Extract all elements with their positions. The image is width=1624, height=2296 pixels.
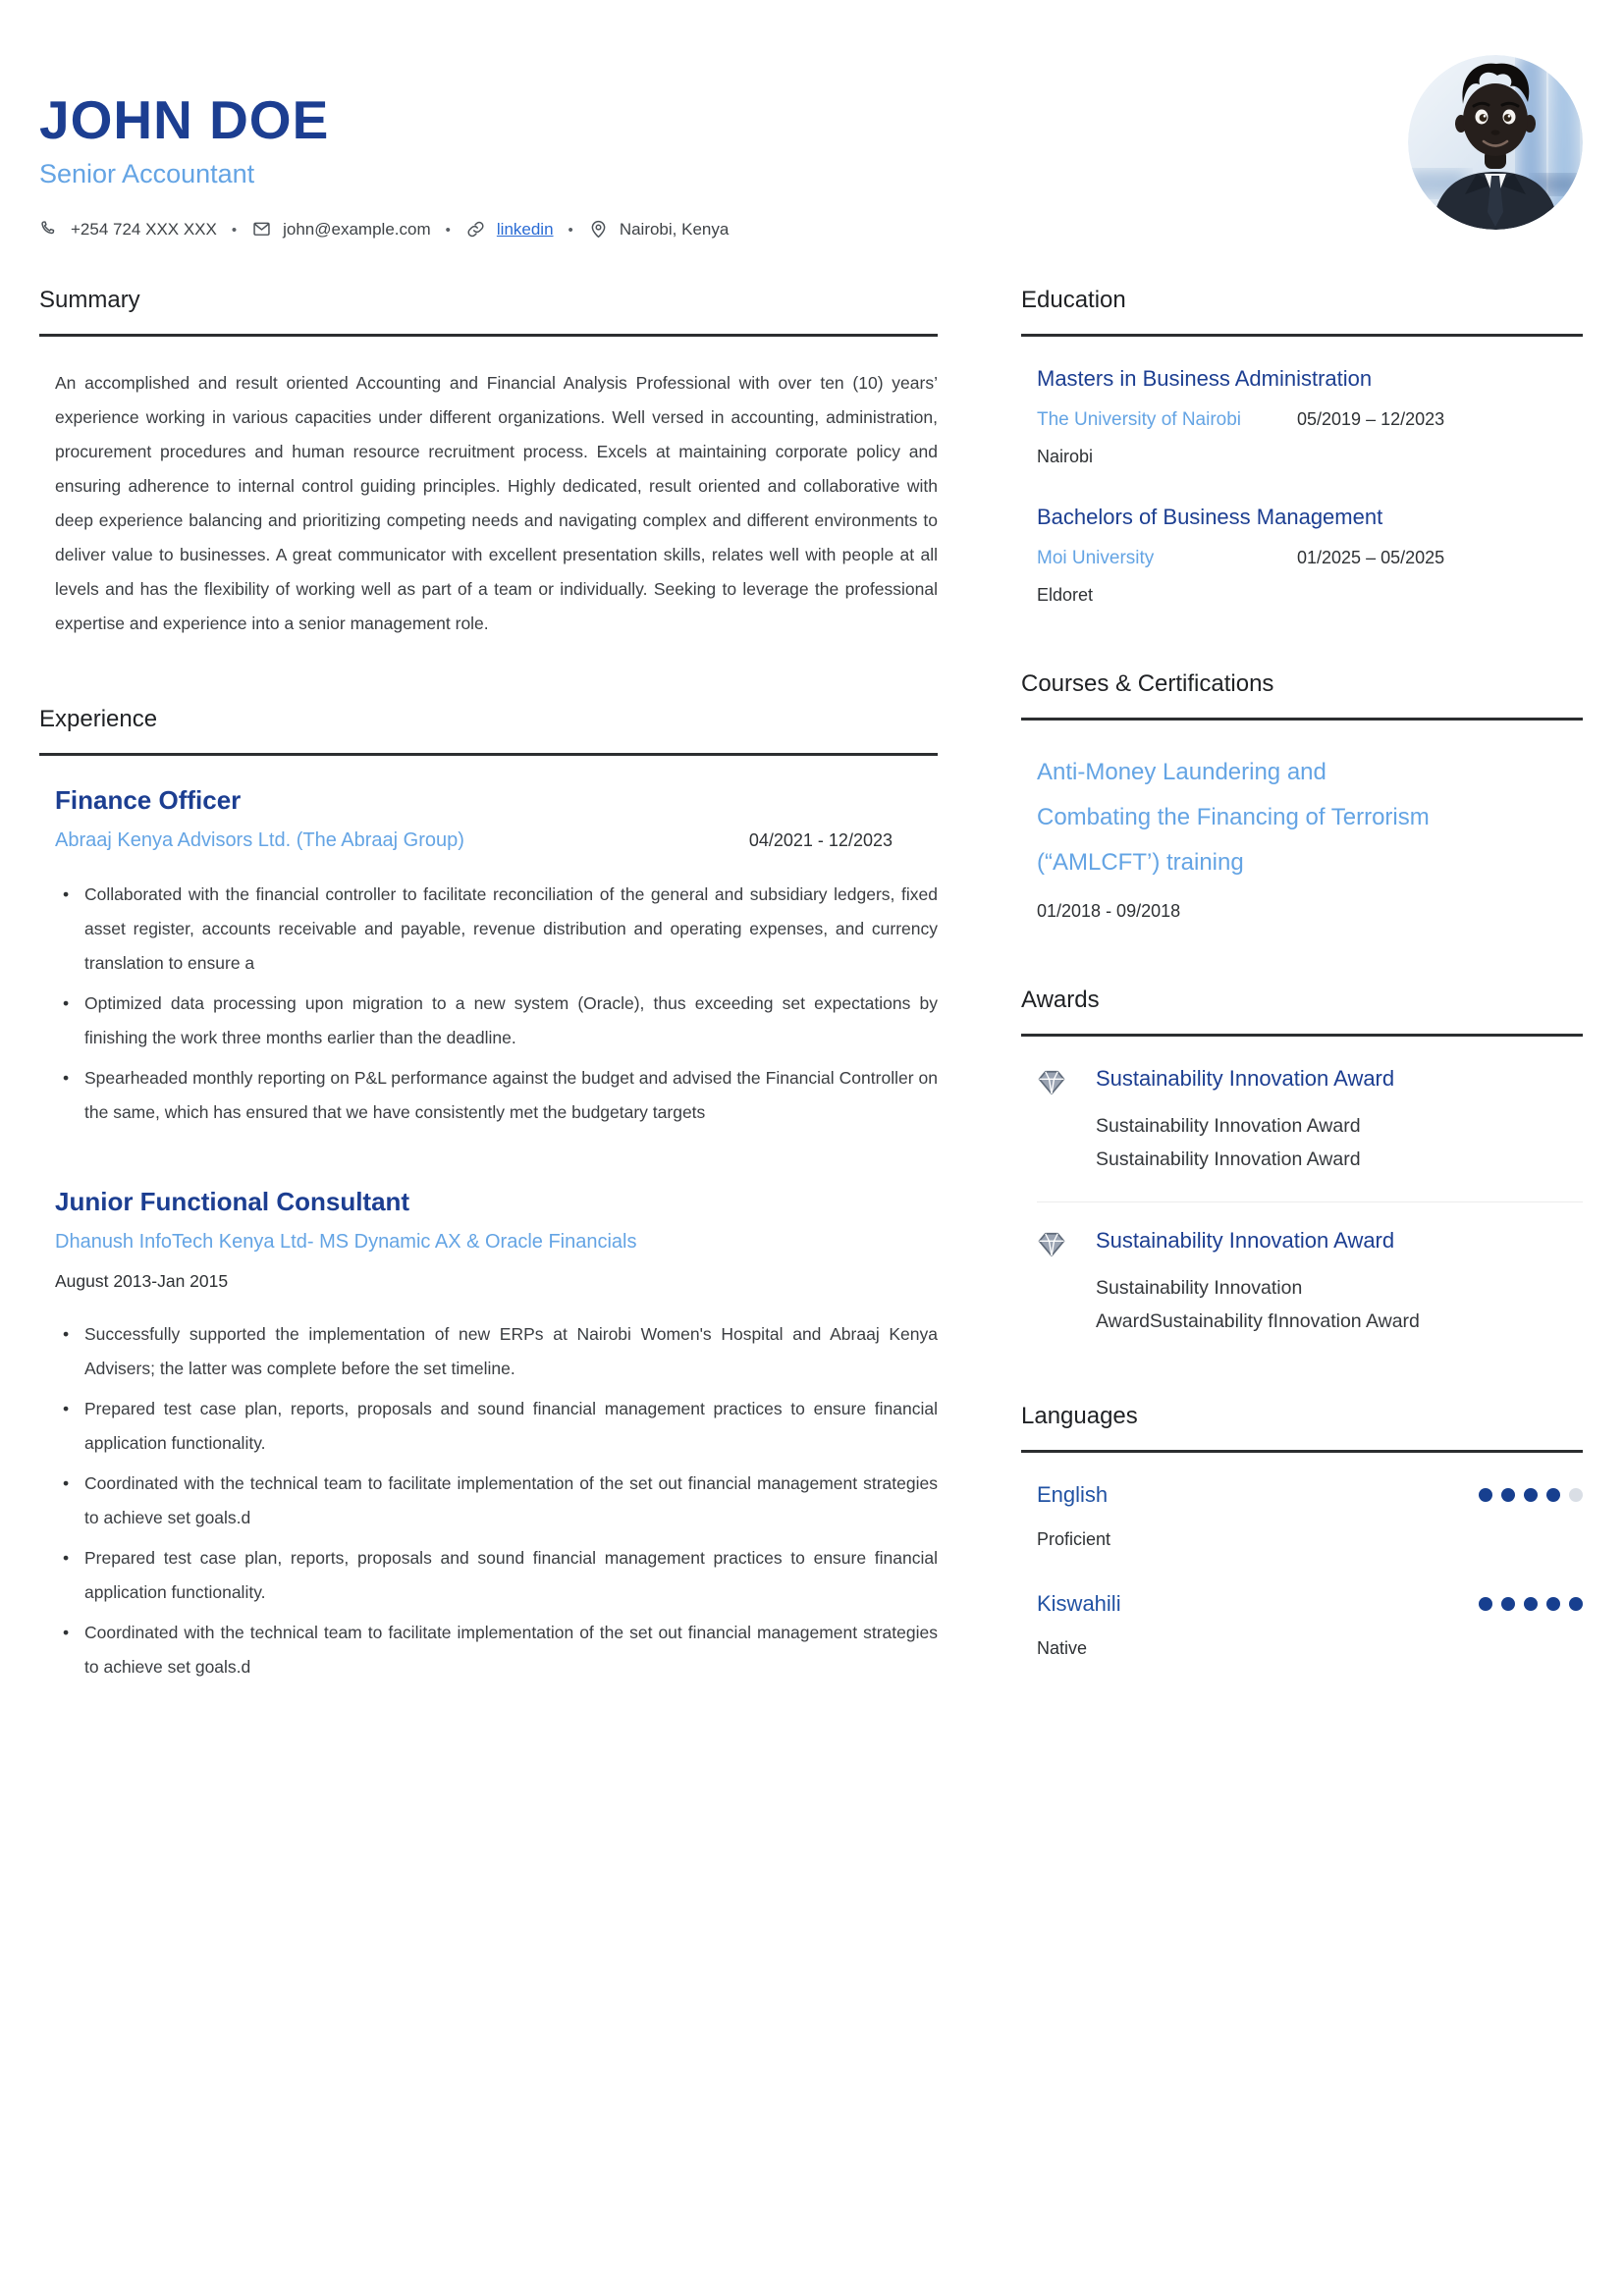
job-dates: 04/2021 - 12/2023 [748,830,893,850]
job-bullet: • Coordinated with the technical team to facilitate implementation of the set out financial management strategies to achieve set goals.d [55,1616,938,1684]
degree-title: Bachelors of Business Management [1037,505,1383,529]
left-column [39,287,938,1700]
phone-icon [39,219,60,240]
award-divider [1037,1201,1583,1202]
award-description: Sustainability Innovation Award Sustainability Innovation Award [1096,1115,1361,1170]
email-text: john@example.com [283,219,431,239]
language-entry [1037,1482,1583,1550]
education-city: Nairobi [1037,447,1094,466]
job-bullet: • Optimized data processing upon migration to a new system (Oracle), thus exceeding set expectations by finishing the work three months earlier than the deadline. [55,987,938,1055]
person-title: Senior Accountant [39,159,255,188]
award-entry [1037,1228,1583,1338]
language-name: Kiswahili [1037,1591,1121,1616]
separator-dot [568,220,573,240]
job-bullet: • Successfully supported the implementation of new ERPs at Nairobi Women's Hospital and Abraaj Kenya Advisers; the latter was complete before the set timeline. [55,1317,938,1386]
language-name: English [1037,1482,1109,1507]
education-heading: Education [1021,287,1583,337]
course-dates: 01/2018 - 09/2018 [1037,901,1181,921]
gem-icon [1037,1230,1066,1259]
job-bullet-list [55,1317,938,1684]
award-title: Sustainability Innovation Award [1096,1228,1395,1253]
course-title: Anti-Money Laundering and Combating the Financing of Terrorism (“AMLCFT’) training [1037,759,1430,876]
experience-section [39,706,938,1684]
award-entry [1037,1066,1583,1176]
email-contact [251,219,431,240]
mail-icon [251,219,272,240]
main-columns [39,287,1583,1700]
job-company: Dhanush InfoTech Kenya Ltd- MS Dynamic AX & Oracle Financials [55,1231,637,1253]
languages-heading: Languages [1021,1403,1583,1453]
languages-section [1021,1403,1583,1659]
job-company: Abraaj Kenya Advisors Ltd. (The Abraaj Group) [55,829,464,851]
awards-section [1021,987,1583,1338]
education-entry [1037,505,1583,606]
job-role: Finance Officer [55,785,242,815]
avatar [1408,55,1583,230]
link-icon [465,219,486,240]
separator-dot [232,220,237,240]
job-bullet: • Coordinated with the technical team to facilitate implementation of the set out financial management strategies to achieve set goals.d [55,1467,938,1535]
language-rating [1479,1597,1583,1611]
location-contact [588,219,730,240]
job-bullet-list [55,878,938,1130]
award-title: Sustainability Innovation Award [1096,1066,1395,1091]
gem-icon [1037,1068,1066,1097]
header-identity [39,39,729,240]
awards-heading: Awards [1021,987,1583,1037]
education-entry [1037,366,1583,467]
school-name: The University of Nairobi [1037,409,1242,430]
location-text: Nairobi, Kenya [619,219,730,239]
right-column [1021,287,1583,1700]
education-city: Eldoret [1037,585,1094,605]
summary-section [39,287,938,641]
language-level: Proficient [1037,1529,1111,1549]
person-name: JOHN DOE [39,89,330,150]
job-bullet: • Prepared test case plan, reports, proposals and sound financial management practices to ensure financial application functionality. [55,1541,938,1610]
language-entry [1037,1591,1583,1659]
degree-title: Masters in Business Administration [1037,366,1373,391]
courses-section [1021,670,1583,922]
header [39,39,1583,240]
school-name: Moi University [1037,548,1155,568]
job-bullet: • Collaborated with the financial controller to facilitate reconciliation of the general and subsidiary ledgers, fixed asset register, accounts receivable and payable, revenue distribution and operating expenses, and currency translation to ensure a [55,878,938,981]
education-dates: 05/2019 – 12/2023 [1297,409,1445,429]
experience-heading: Experience [39,706,938,756]
phone-contact [39,219,217,240]
job-entry [55,785,938,1130]
phone-text: +254 724 XXX XXX [71,219,217,239]
job-bullet: • Spearheaded monthly reporting on P&L performance against the budget and advised the Financial Controller on the same, which has ensured that we have consistently met the budgetary targets [55,1061,938,1130]
job-dates: August 2013-Jan 2015 [55,1271,229,1291]
contact-row [39,219,729,240]
summary-text: An accomplished and result oriented Accounting and Financial Analysis Professional with over ten (10) years’ experience working in various capacities under different organizations. Well versed in accounting, administration, procurement procedures and human resource recruitment process. Excels at maintaining corporate policy and ensuring adherence to internal control guiding principles. Highly dedicated, result oriented and collaborative with deep experience balancing and prioritizing competing needs and navigating complex and different environments to deliver value to businesses. A great communicator with excellent presentation skills, relates well with people at all levels and has the flexibility of working well as part of a team or individually. Seeking to leverage the professional expertise and experience into a senior management role. [55,373,938,633]
linkedin-link[interactable]: linkedin [496,219,554,239]
education-section [1021,287,1583,606]
job-bullet: • Prepared test case plan, reports, proposals and sound financial management practices to ensure financial application functionality. [55,1392,938,1461]
award-description: Sustainability Innovation AwardSustainability fInnovation Award [1096,1277,1420,1332]
summary-heading: Summary [39,287,938,337]
job-entry [55,1187,938,1684]
language-level: Native [1037,1638,1088,1658]
job-role: Junior Functional Consultant [55,1187,410,1216]
location-icon [588,219,609,240]
education-dates: 01/2025 – 05/2025 [1297,548,1445,567]
language-rating [1479,1488,1583,1502]
course-entry [1037,750,1583,922]
courses-heading: Courses & Certifications [1021,670,1583,721]
separator-dot [446,220,451,240]
linkedin-contact [465,219,554,240]
